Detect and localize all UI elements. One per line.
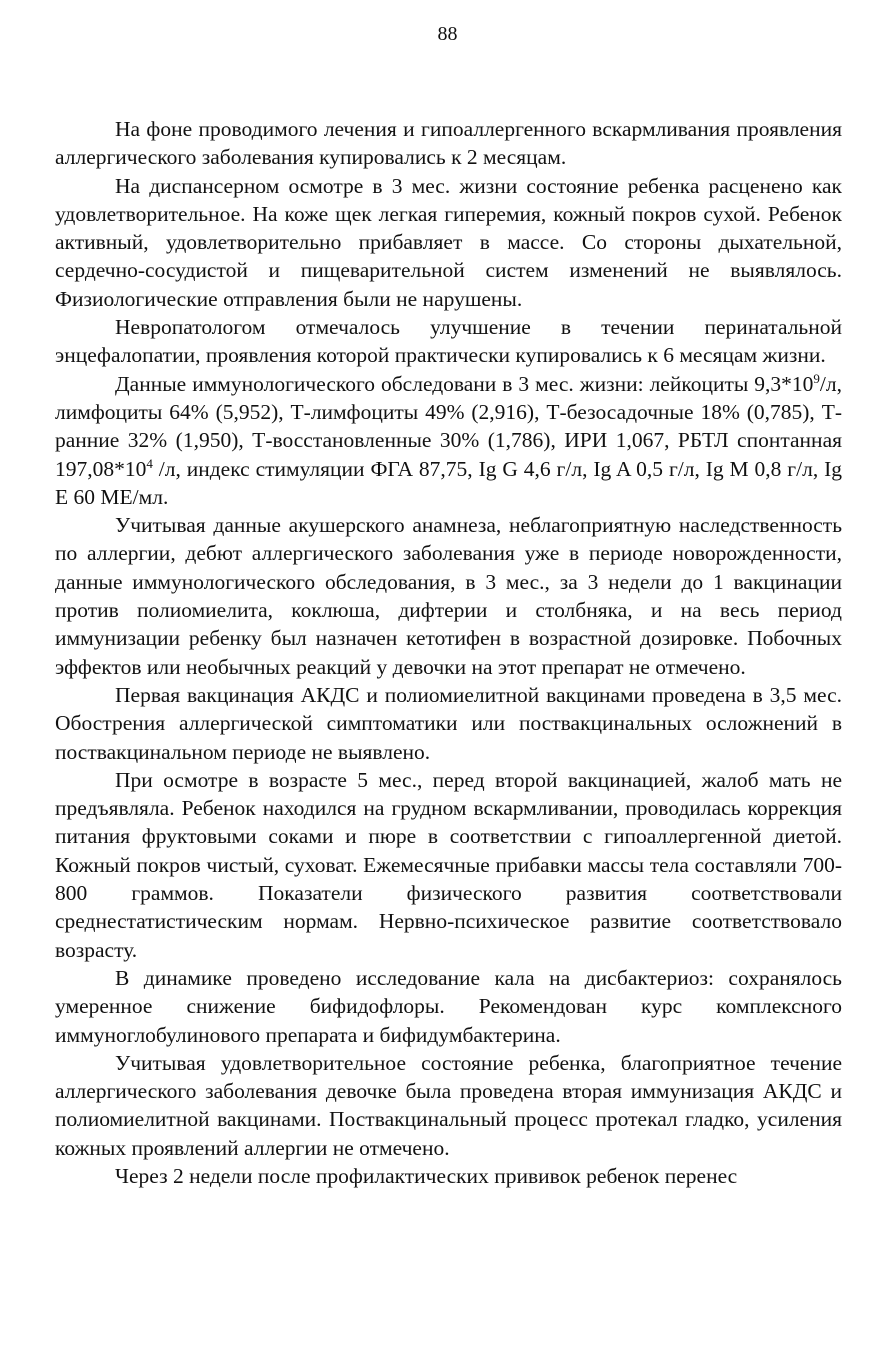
- paragraph-after-vaccination: Через 2 недели после профилактических прививок ребенок перенес: [115, 1163, 738, 1188]
- page-number: 88: [437, 23, 458, 45]
- paragraph-immunology-data: [55, 370, 842, 511]
- paragraph-dysbacteriosis: В динамике проведено исследование кала на дисбактериоз: сохранялось умеренное снижение бифидофлоры. Рекомендован курс комплексного иммуноглобулинового препарата и бифидумбактерина.: [55, 965, 842, 1047]
- immuno-exponent-1: 9: [813, 370, 820, 386]
- paragraph-checkup-3-months: На диспансерном осмотре в 3 мес. жизни состояние ребенка расценено как удовлетворительное. На коже щек легкая гиперемия, кожный покров сухой. Ребенок активный, удовлетворительно прибавляет в массе. Со стороны дыхательной, сердечно-сосудистой и пищеварительной систем изменений не выявлялось. Физиологические отправления были не нарушены.: [55, 173, 842, 311]
- paragraph-ketotifen: Учитывая данные акушерского анамнеза, неблагоприятную наследственность по аллергии, дебют аллергического заболевания уже в периоде новорожденности, данные иммунологического обследования, в 3 мес., за 3 недели до 1 вакцинации против полиомиелита, коклюша, дифтерии и столбняка, и на весь период иммунизации ребенку был назначен кетотифен в возрастной дозировке. Побочных эффектов или необычных реакций у девочки на этот препарат не отмечено.: [55, 513, 842, 679]
- immuno-text-part3: /л, индекс стимуляции ФГА 87,75, Ig G 4,6 г/л, Ig A 0,5 г/л, Ig M 0,8 г/л, Ig E 60 МЕ/мл.: [55, 456, 842, 509]
- document-body: [55, 115, 842, 1190]
- paragraph-second-immunization: Учитывая удовлетворительное состояние ребенка, благоприятное течение аллергического заболевания девочке была проведена вторая иммунизация АКДС и полиомиелитной вакцинами. Поствакцинальный процесс протекал гладко, усиления кожных проявлений аллергии не отмечено.: [55, 1050, 842, 1160]
- immuno-exponent-2: 4: [146, 455, 153, 471]
- immuno-text-part1: Данные иммунологического обследовани в 3 мес. жизни: лейкоциты 9,3*10: [115, 371, 814, 396]
- paragraph-treatment-result: На фоне проводимого лечения и гипоаллергенного вскармливания проявления аллергического заболевания купировались к 2 месяцам.: [55, 117, 842, 170]
- paragraph-exam-5-months: При осмотре в возрасте 5 мес., перед второй вакцинацией, жалоб мать не предъявляла. Ребенок находился на грудном вскармливании, проводилась коррекция питания фруктовыми соками и пюре в соответствии с гипоаллергенной диетой. Кожный покров чистый, суховат. Ежемесячные прибавки массы тела составляли 700-800 граммов. Показатели физического развития соответствовали среднестатистическим нормам. Нервно-психическое развитие соответствовало возрасту.: [55, 767, 842, 962]
- immuno-text-part2: /л, лимфоциты 64% (5,952), Т-лимфоциты 49% (2,916), Т-безосадочные 18% (0,785), Т-ранние 32% (1,950), Т-восстановленные 30% (1,786), ИРИ 1,067, РБТЛ спонтанная 197,08*10: [55, 371, 842, 481]
- paragraph-first-vaccination: Первая вакцинация АКДС и полиомиелитной вакцинами проведена в 3,5 мес. Обострения аллергической симптоматики или поствакцинальных осложнений в поствакцинальном периоде не выявлено.: [55, 682, 842, 764]
- paragraph-neurologist: Невропатологом отмечалось улучшение в течении перинатальной энцефалопатии, проявления которой практически купировались к 6 месяцам жизни.: [55, 315, 842, 368]
